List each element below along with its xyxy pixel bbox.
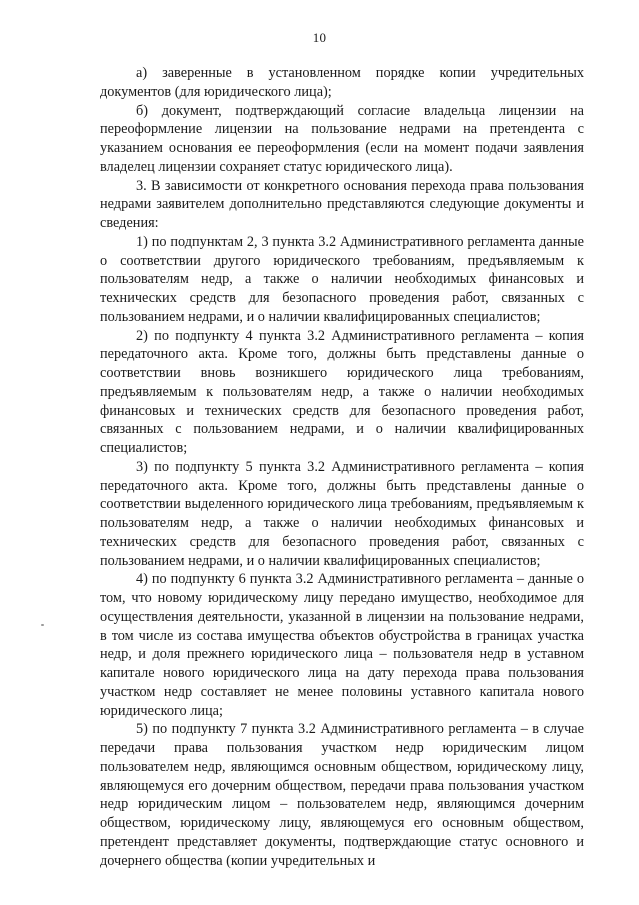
paragraph-item-2: 2) по подпункту 4 пункта 3.2 Административного регламента – копия передаточного акта. Кроме того, должны быть представлены данные о соответствии вновь возникшего юридического лица требованиям, предъявляемым к пользователям недр, а также о наличии необходимых финансовых и технических средств для безопасного проведения работ, связанных с пользованием недрами, и о наличии квалифицированных специалистов; — [100, 327, 584, 456]
paragraph-item-4: 4) по подпункту 6 пункта 3.2 Административного регламента – данные о том, что новому юридическому лицу передано имущество, необходимое для осуществления деятельности, указанной в лицензии на пользование недрами, в том числе из состава имущества объектов обустройства в границах участка недр, и доля прежнего юридического лица – пользователя недр в уставном капитале нового юридического лица на дату перехода права пользования участком недр составляет не менее половины уставного капитала нового юридического лица; — [100, 571, 584, 719]
paragraph-b: б) документ, подтверждающий согласие владельца лицензии на переоформление лицензии на пользование недрами на претендента с указанием основания ее переоформления (если на момент подачи заявления владелец лицензии сохраняет статус юридического лица). — [100, 102, 584, 175]
paragraph-item-1: 1) по подпунктам 2, 3 пункта 3.2 Административного регламента данные о соответствии другого юридического требованиям, предъявляемым к пользователям недр, а также о наличии необходимых финансовых и технических средств для безопасного проведения работ, связанных с пользованием недрами, и о наличии квалифицированных специалистов; — [100, 233, 584, 325]
paragraph-a: а) заверенные в установленном порядке копии учредительных документов (для юридического лица); — [100, 65, 584, 100]
document-body — [100, 64, 584, 870]
scan-speck — [41, 624, 44, 626]
page-number: 10 — [312, 30, 327, 45]
paragraph-3: 3. В зависимости от конкретного основания перехода права пользования недрами заявителем дополнительно представляются следующие документы и сведения: — [100, 177, 584, 231]
paragraph-item-5: 5) по подпункту 7 пункта 3.2 Административного регламента – в случае передачи права пользования участком недр юридическим лицом пользователем недр, являющимся основным обществом, юридическому лицу, являющемуся его дочерним обществом, передачи права пользования участком недр юридическим лицом – пользователем недр, являющимся дочерним обществом, юридическому лицу, являющемуся его основным обществом, претендент представляет документы, подтверждающие статус основного и дочернего общества (копии учредительных и — [100, 721, 584, 869]
paragraph-item-3: 3) по подпункту 5 пункта 3.2 Административного регламента – копия передаточного акта. Кроме того, должны быть представлены данные о соответствии выделенного юридического лица требованиям, предъявляемым к пользователям недр, а также о наличии необходимых финансовых и технических средств для безопасного проведения работ, связанных с пользованием недрами, и о наличии квалифицированных специалистов; — [100, 458, 584, 569]
